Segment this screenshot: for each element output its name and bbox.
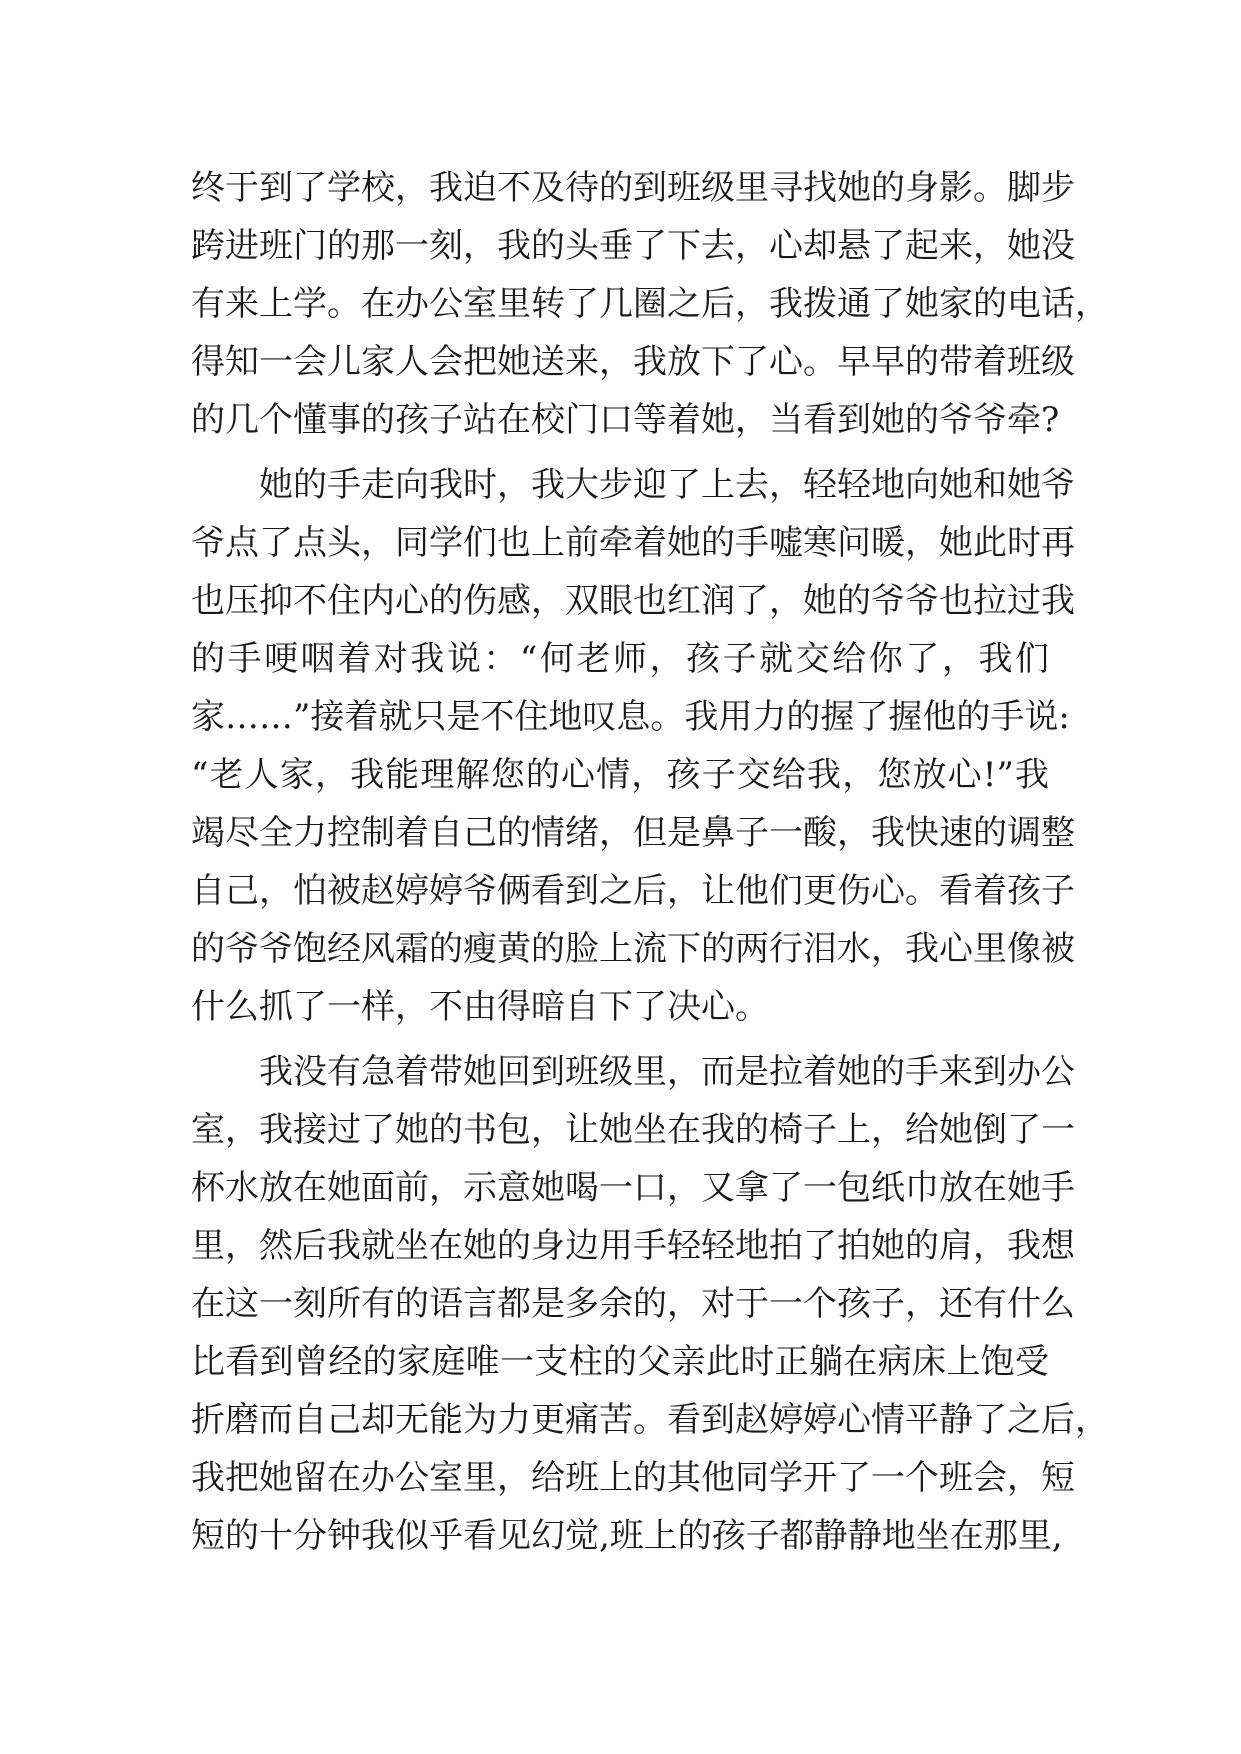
paragraph-line: 里，然后我就坐在她的身边用手轻轻地拍了拍她的肩，我想 xyxy=(191,1226,1075,1266)
paragraph-line: 我没有急着带她回到班级里，而是拉着她的手来到办公 xyxy=(259,1052,1075,1092)
paragraph-line: 家……”接着就只是不住地叹息。我用力的握了握他的手说: xyxy=(191,697,1070,737)
paragraph-line: 终于到了学校，我迫不及待的到班级里寻找她的身影。脚步 xyxy=(191,168,1075,208)
paragraph-line: 什么抓了一样，不由得暗自下了决心。 xyxy=(191,987,769,1027)
paragraph-line: 的爷爷饱经风霜的瘦黄的脸上流下的两行泪水，我心里像被 xyxy=(191,929,1075,969)
paragraph-2 xyxy=(191,456,1075,1036)
paragraph-line: 折磨而自己却无能为力更痛苦。看到赵婷婷心情平静了之后， xyxy=(191,1400,1109,1440)
paragraph-1 xyxy=(191,159,1109,449)
paragraph-line: 有来上学。在办公室里转了几圈之后，我拨通了她家的电话， xyxy=(191,284,1109,324)
paragraph-line: 得知一会儿家人会把她送来，我放下了心。早早的带着班级 xyxy=(191,342,1075,382)
essay-body xyxy=(191,159,1109,1565)
paragraph-line: 她的手走向我时，我大步迎了上去，轻轻地向她和她爷 xyxy=(259,465,1075,505)
paragraph-line: 爷点了点头，同学们也上前牵着她的手嘘寒问暖，她此时再 xyxy=(191,523,1075,563)
paragraph-line: 我把她留在办公室里，给班上的其他同学开了一个班会，短 xyxy=(191,1458,1075,1498)
paragraph-3 xyxy=(191,1043,1109,1565)
paragraph-line: 的手哽咽着对我说：“何老师，孩子就交给你了，我们 xyxy=(191,639,1049,679)
paragraph-line: 竭尽全力控制着自己的情绪，但是鼻子一酸，我快速的调整 xyxy=(191,813,1075,853)
paragraph-line: “老人家，我能理解您的心情，孩子交给我，您放心!”我 xyxy=(191,755,1049,795)
paragraph-line: 也压抑不住内心的伤感，双眼也红润了，她的爷爷也拉过我 xyxy=(191,581,1075,621)
paragraph-line: 跨进班门的那一刻，我的头垂了下去，心却悬了起来，她没 xyxy=(191,226,1075,266)
paragraph-line: 杯水放在她面前，示意她喝一口，又拿了一包纸巾放在她手 xyxy=(191,1168,1075,1208)
paragraph-line: 室，我接过了她的书包，让她坐在我的椅子上，给她倒了一 xyxy=(191,1110,1075,1150)
paragraph-line: 的几个懂事的孩子站在校门口等着她，当看到她的爷爷牵? xyxy=(191,400,1060,440)
paragraph-line: 短的十分钟我似乎看见幻觉,班上的孩子都静静地坐在那里, xyxy=(191,1516,1063,1556)
paragraph-line: 在这一刻所有的语言都是多余的，对于一个孩子，还有什么 xyxy=(191,1284,1075,1324)
paragraph-line: 比看到曾经的家庭唯一支柱的父亲此时正躺在病床上饱受 xyxy=(191,1342,1049,1382)
paragraph-line: 自己，怕被赵婷婷爷俩看到之后，让他们更伤心。看着孩子 xyxy=(191,871,1075,911)
